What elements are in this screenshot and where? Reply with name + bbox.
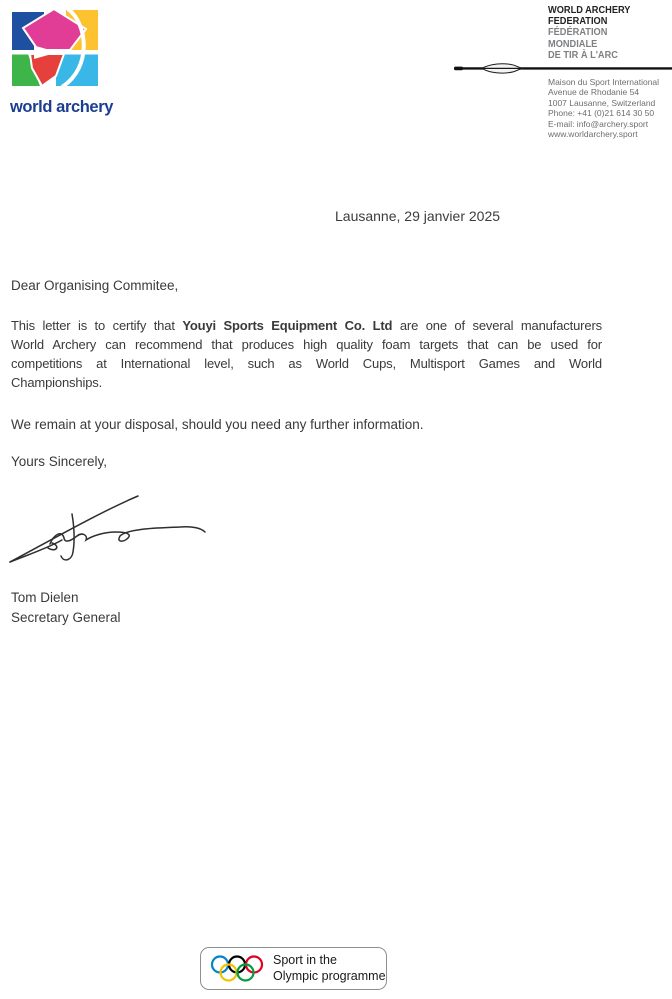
address-line: www.worldarchery.sport [548,129,638,140]
closing: Yours Sincerely, [11,454,108,469]
letterhead-address [548,77,659,139]
address-line: Avenue de Rhodanie 54 [548,87,640,98]
company-name-bold: Youyi Sports Equipment Co. Ltd [182,318,393,333]
org-name-fr-line: FÉDÉRATION [548,26,608,39]
body-line [11,316,602,335]
org-name-en-line: FEDERATION [548,15,608,28]
address-line: Maison du Sport International [548,77,660,87]
body-text: This letter is to certify that [11,318,183,333]
org-name-en-line: WORLD ARCHERY [548,4,631,16]
olympic-text [273,953,386,984]
olympic-badge [200,947,387,990]
signature-icon [4,486,210,570]
world-archery-logo [10,8,113,117]
body-line: World Archery can recommend that produces high quality foam targets that can be used for [11,337,602,352]
dateline: Lausanne, 29 janvier 2025 [335,208,501,224]
org-name-fr-line: DE TIR À L'ARC [548,48,618,61]
signer-name: Tom Dielen [11,590,79,605]
address-line: Phone: +41 (0)21 614 30 50 [548,108,655,119]
signoff-block [11,588,121,627]
signer-title: Secretary General [11,609,121,625]
body-line: Championships. [11,375,103,390]
salutation: Dear Organising Commitee, [11,278,179,293]
org-name-fr-line: MONDIALE [548,37,598,50]
world-archery-wordmark: world archery [10,98,114,116]
signature [4,486,210,575]
olympic-rings-icon [210,955,264,983]
body-paragraph-main [11,316,602,392]
world-archery-logo-icon [10,8,100,88]
address-line: 1007 Lausanne, Switzerland [548,97,656,108]
body-line: competitions at International level, such as World Cups, Multisport Games and World [11,356,602,371]
body-paragraph-disposal: We remain at your disposal, should you need any further information. [11,417,424,432]
body-text: are one of several manufacturers [392,318,602,333]
olympic-text-line: Olympic programme [273,968,386,983]
olympic-text-line: Sport in the [273,953,337,967]
address-line: E-mail: info@archery.sport [548,118,649,129]
letterhead-org-names [548,5,630,61]
